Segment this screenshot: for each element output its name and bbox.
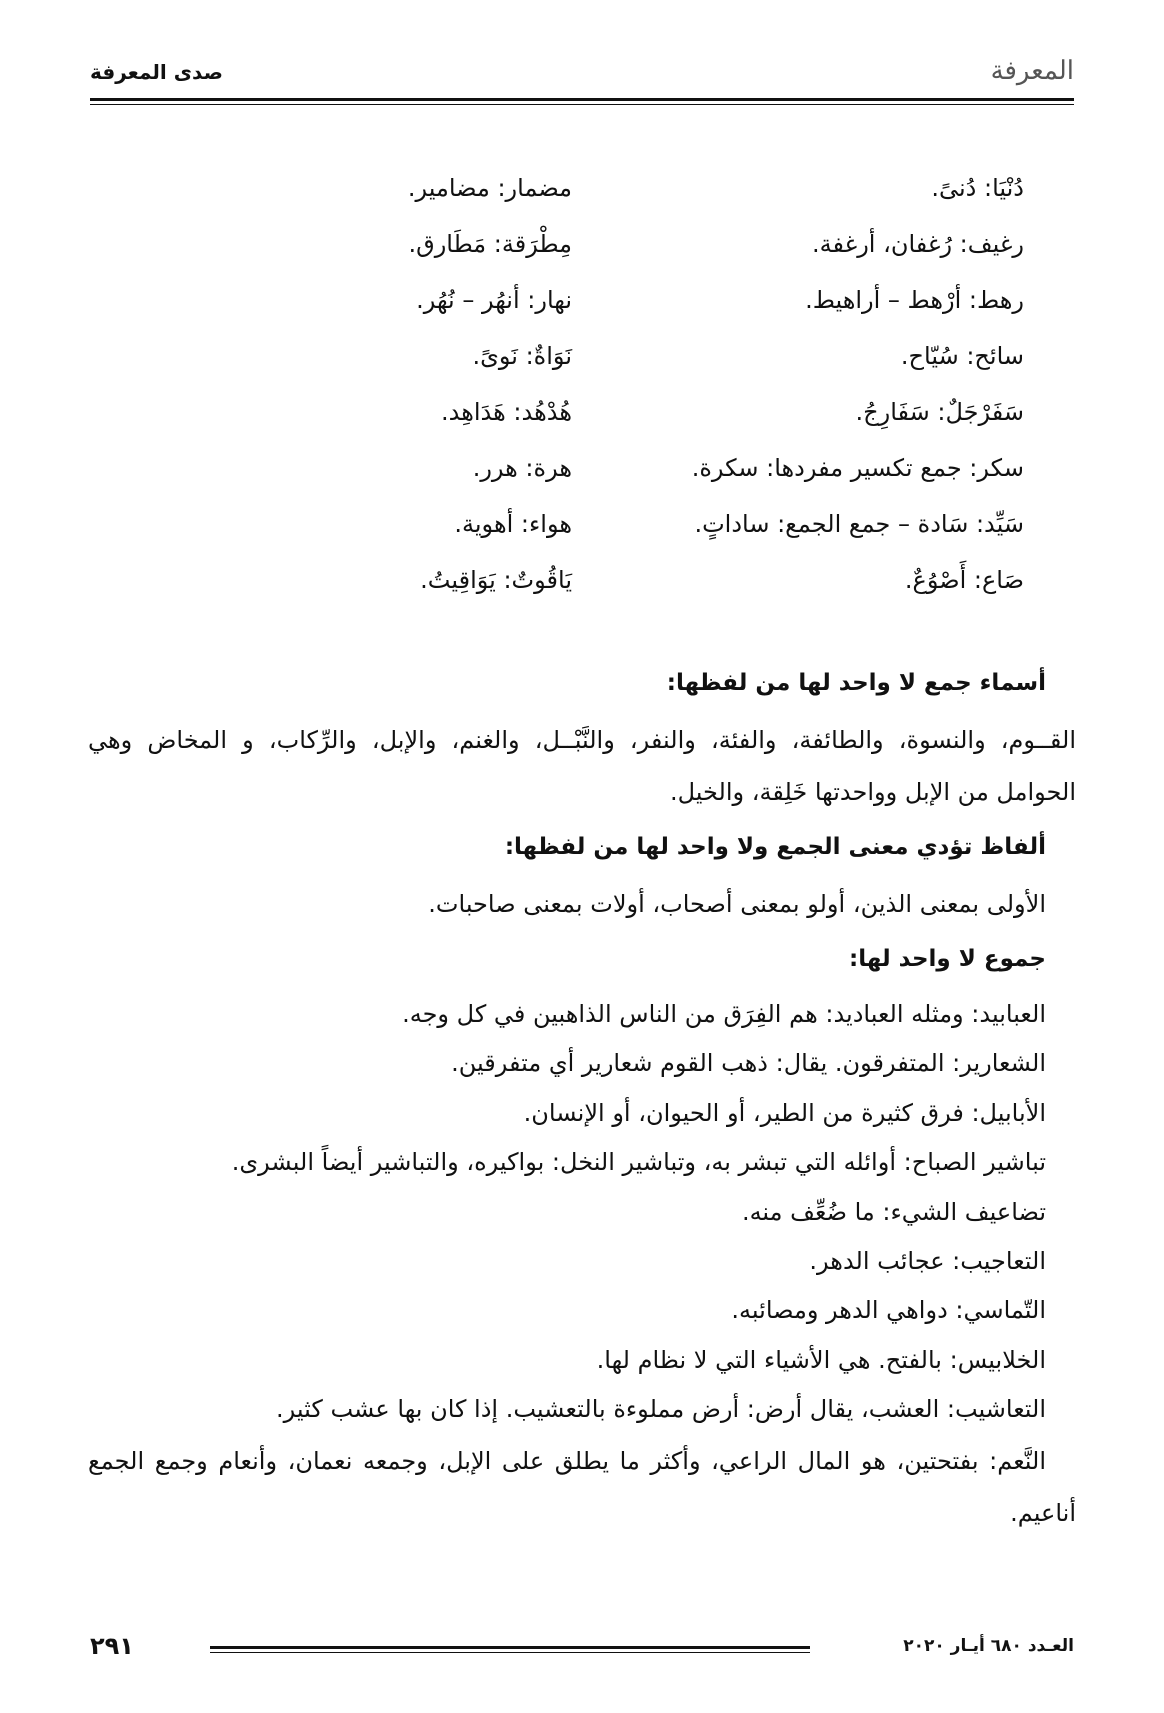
word-pair-row — [150, 384, 1024, 440]
word-pair-right: سَيِّد: سَادة – جمع الجمع: ساداتٍ. — [694, 510, 1024, 538]
word-pair-left: هواء: أهوية. — [454, 510, 572, 538]
page-header — [90, 54, 1074, 94]
word-pair-right: سائح: سُيّاح. — [900, 342, 1024, 370]
word-pair-left: مضمار: مضامير. — [407, 174, 572, 202]
word-pair-left: نَوَاةٌ: نَوىً. — [472, 342, 572, 370]
footer-rule-thick — [210, 1646, 810, 1649]
section-title: صدى المعرفة — [90, 60, 223, 84]
issue-info: العـدد ٦٨٠ أيـار ٢٠٢٠ — [903, 1636, 1074, 1656]
word-pair-row — [150, 272, 1024, 328]
word-pair-right: رغيف: رُغفان، أرغفة. — [812, 230, 1024, 258]
definition-line: الأبابيل: فرق كثيرة من الطير، أو الحيوان، أو الإنسان. — [523, 1098, 1046, 1127]
definition-line: العبابيد: ومثله العباديد: هم الفِرَق من الناس الذاهبين في كل وجه. — [402, 1000, 1046, 1028]
header-rule-thick — [90, 98, 1074, 101]
section-paragraph: القــوم، والنسوة، والطائفة، والفئة، والنفر، والنَّبْــل، والغنم، والإبل، والرِّكاب، و المخاض وهي الحوامل من الإبل وواحدتها خَلِقة، والخيل. — [88, 726, 1076, 806]
word-pair-right: رهط: أرْهط – أراهيط. — [805, 286, 1024, 314]
word-pair-row — [150, 160, 1024, 216]
definition-line: تضاعيف الشيء: ما ضُعِّف منه. — [741, 1197, 1046, 1226]
word-pair-row — [150, 440, 1024, 496]
word-pair-row — [150, 216, 1024, 272]
word-pairs-list — [150, 160, 1024, 608]
word-pair-row — [150, 552, 1024, 608]
section-paragraph: الأولى بمعنى الذين، أولو بمعنى أصحاب، أولات بمعنى صاحبات. — [428, 890, 1046, 918]
definition-line: التّماسي: دواهي الدهر ومصائبه. — [731, 1296, 1046, 1325]
word-pair-row — [150, 496, 1024, 552]
section-heading: أسماء جمع لا واحد لها من لفظها: — [666, 670, 1046, 696]
definition-line: الخلابيس: بالفتح. هي الأشياء التي لا نظام لها. — [596, 1345, 1046, 1374]
word-pair-left: مِطْرَقة: مَطَارق. — [408, 230, 572, 258]
header-rule-thin — [90, 104, 1074, 105]
definition-paragraph: النَّعم: بفتحتين، هو المال الراعي، وأكثر ما يطلق على الإبل، وجمعه نعمان، وأنعام وجمع الجمع أناعيم. — [88, 1446, 1076, 1527]
page-number: ٢٩١ — [90, 1632, 134, 1660]
definition-line: تباشير الصباح: أوائله التي تبشر به، وتباشير النخل: بواكيره، والتباشير أيضاً البشرى. — [231, 1148, 1046, 1177]
word-pair-right: سكر: جمع تكسير مفردها: سكرة. — [691, 454, 1024, 482]
definition-line: الشعارير: المتفرقون. يقال: ذهب القوم شعارير أي متفرقين. — [451, 1049, 1046, 1078]
word-pair-left: هُدْهُد: هَدَاهِد. — [440, 398, 572, 426]
word-pair-left: يَاقُوتٌ: يَوَاقِيتُ. — [420, 566, 572, 594]
word-pair-row — [150, 328, 1024, 384]
definition-line: التعاشيب: العشب، يقال أرض: أرض مملوءة بالتعشيب. إذا كان بها عشب كثير. — [276, 1395, 1046, 1424]
article-content — [88, 660, 1076, 1539]
page-footer — [90, 1632, 1074, 1666]
footer-rule-thin — [210, 1652, 810, 1653]
word-pair-right: سَفَرْجَلٌ: سَفَارِجُ. — [855, 398, 1024, 426]
word-pair-left: هرة: هرر. — [472, 454, 572, 482]
journal-logo: المعرفة — [990, 56, 1074, 86]
section-heading: جموع لا واحد لها: — [849, 946, 1046, 972]
word-pair-right: دُنْيَا: دُنىً. — [931, 174, 1024, 202]
section-heading: ألفاظ تؤدي معنى الجمع ولا واحد لها من لفظها: — [504, 834, 1046, 860]
word-pair-right: صَاع: أَصْوُعٌ. — [904, 566, 1024, 594]
word-pair-left: نهار: أنهُر – نُهُر. — [416, 286, 572, 314]
definition-line: التعاجيب: عجائب الدهر. — [809, 1247, 1046, 1276]
